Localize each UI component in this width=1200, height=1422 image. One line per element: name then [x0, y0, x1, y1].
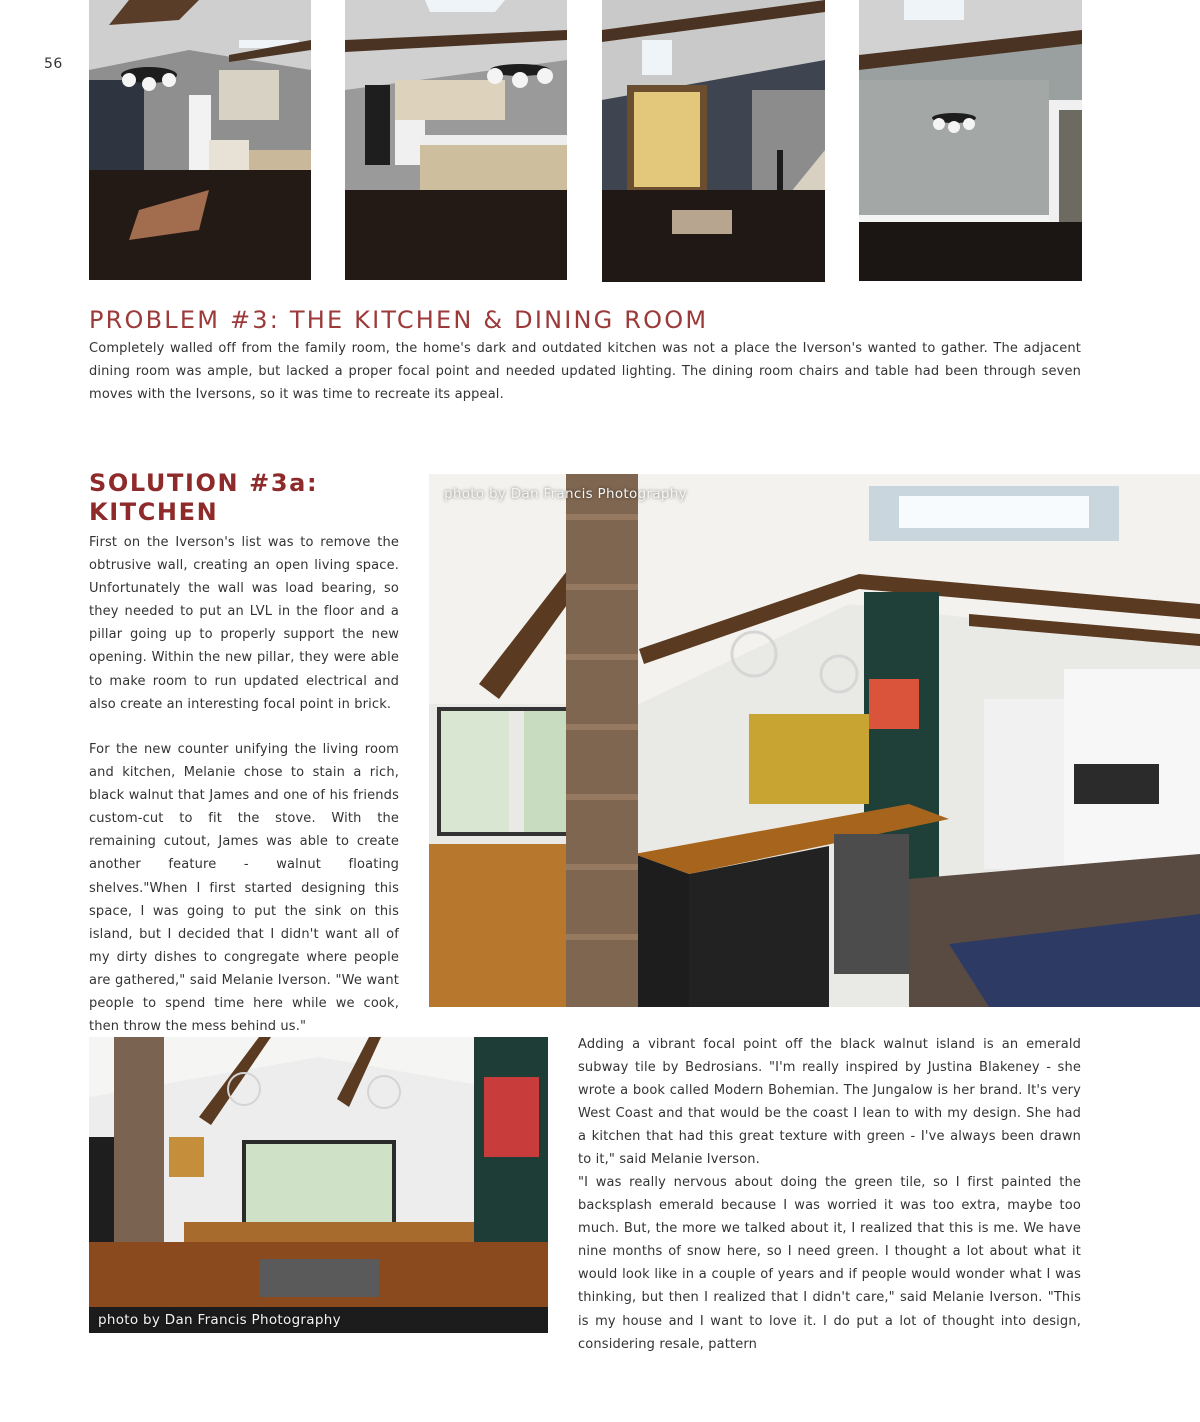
second-photo-caption: photo by Dan Francis Photography	[98, 1312, 341, 1328]
before-photo-kitchen	[89, 0, 311, 280]
page-number: 56	[44, 56, 63, 72]
solution-title	[89, 469, 409, 527]
solution-paragraph-2: For the new counter unifying the living room and kitchen, Melanie chose to stain a rich, black walnut that James and one of his friends custom-cut to fit the stove. With the remaining cutout, James was able to create another feature - walnut floating shelves."When I first started designing this space, I was going to put the sink on this island, but I decided that I didn't want all of my dirty dishes to congregate where people are gathered," said Melanie Iverson. "We want people to spend time here while we cook, then throw the mess behind us."	[89, 742, 399, 1035]
main-kitchen-photo	[429, 474, 1200, 1007]
problem-title: PROBLEM #3: THE KITCHEN & DINING ROOM	[89, 306, 709, 334]
solution-title-line1: SOLUTION #3a:	[89, 469, 319, 497]
solution-paragraph-1: First on the Iverson's list was to remove the obtrusive wall, creating an open living space. Unfortunately the wall was load bearing, so they needed to put an LVL in the floor and a pillar going up to properly support the new opening. Within the new pillar, they were able to make room to run updated electrical and also create an interesting focal point in brick.	[89, 535, 399, 712]
right-column-paragraph-1: Adding a vibrant focal point off the black walnut island is an emerald subway tile by Bedrosians. "I'm really inspired by Justina Blakeney - she wrote a book called Modern Bohemian. The Jungalow is her brand. It's very West Coast and that would be the coast I lean to with my design. She had a kitchen that had this great texture with green - I've always been drawn to it," said Melanie Iverson.	[578, 1037, 1081, 1168]
before-photo-doorway	[602, 0, 825, 282]
solution-title-line2: KITCHEN	[89, 498, 219, 526]
right-column-paragraph-2: "I was really nervous about doing the green tile, so I first painted the backsplash emerald because I was worried it was too extra, maybe too much. But, the more we talked about it, I realized that this is me. We have nine months of snow here, so I need green. I thought a lot about what it would look like in a couple of years and if people would wonder what I was thinking, but then I realized that I didn't care," said Melanie Iverson. "This is my house and I want to love it. I do put a lot of thought into design, considering resale, pattern	[578, 1175, 1081, 1352]
problem-body: Completely walled off from the family room, the home's dark and outdated kitchen was not a place the Iverson's wanted to gather. The adjacent dining room was ample, but lacked a proper focal point and needed updated lighting. The dining room chairs and table had been through seven moves with the Iversons, so it was time to recreate its appeal.	[89, 341, 1081, 403]
second-kitchen-photo	[89, 1037, 548, 1333]
before-photo-counters	[345, 0, 567, 280]
before-photo-dining-room	[859, 0, 1082, 281]
main-photo-caption: photo by Dan Francis Photography	[444, 486, 687, 502]
